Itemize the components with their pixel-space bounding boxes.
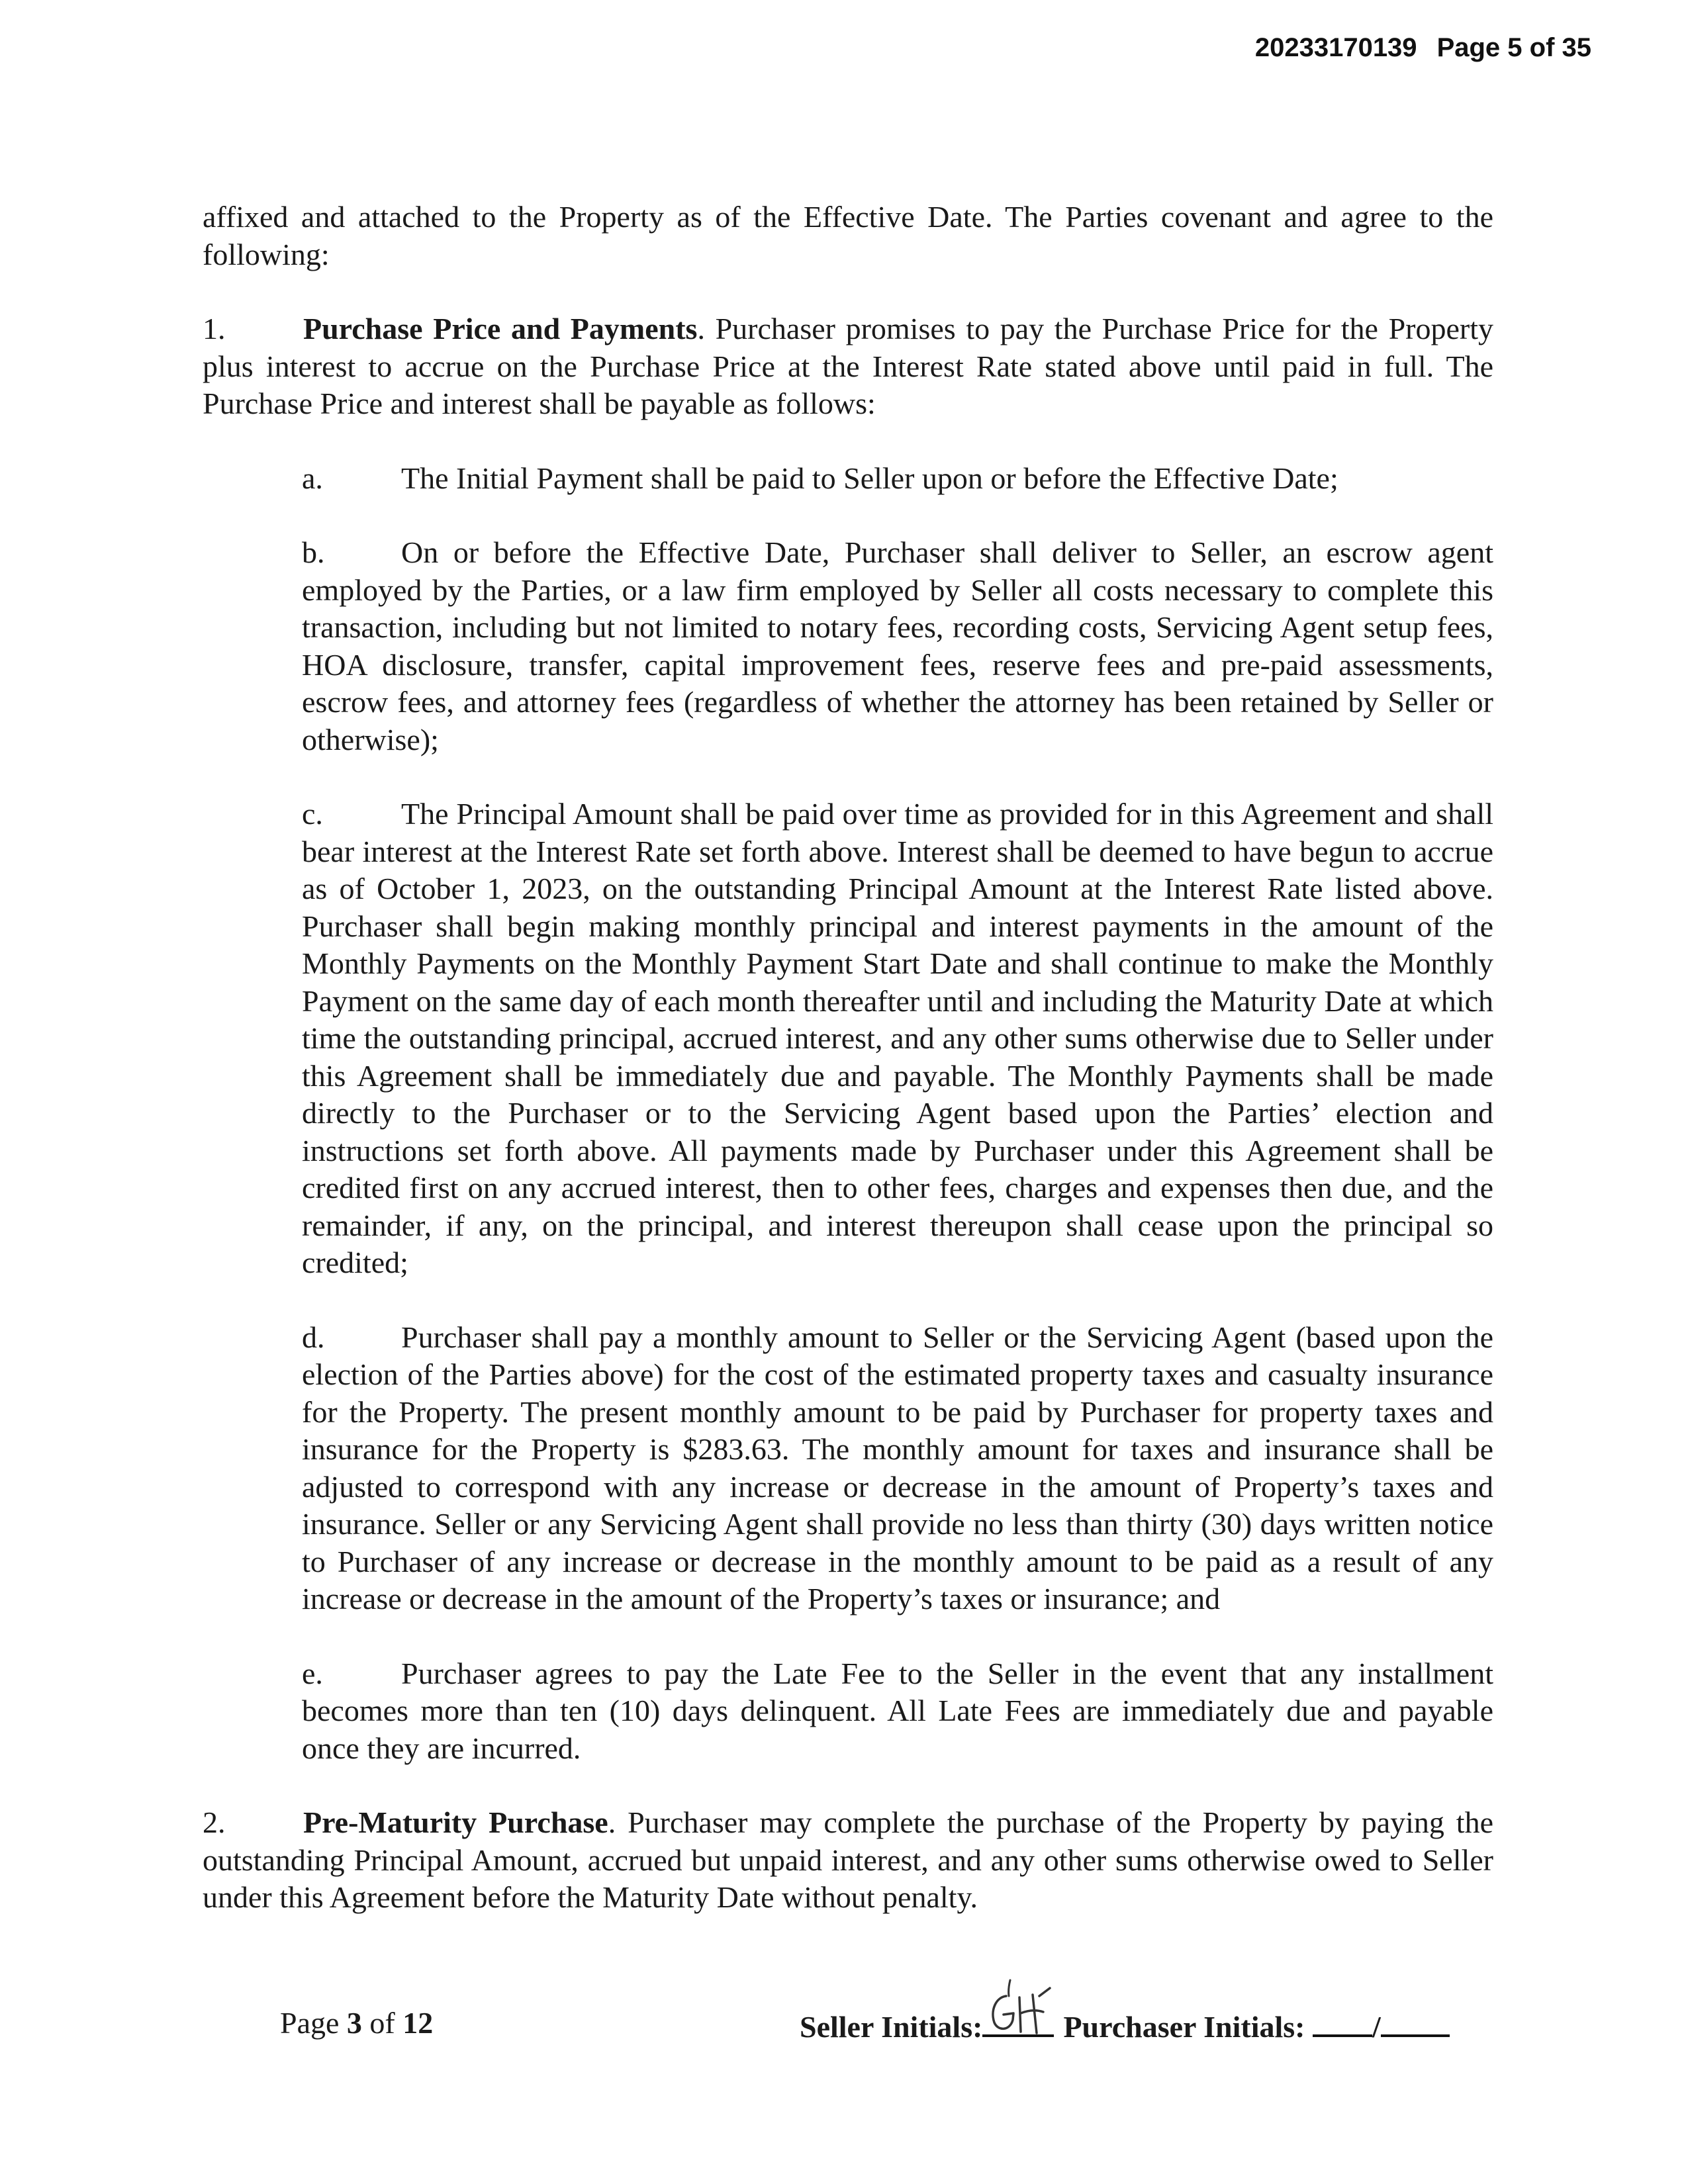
- footer-page-count: [280, 2005, 433, 2040]
- section-1-heading: Purchase Price and Payments: [303, 312, 698, 345]
- list-item-text: Purchaser agrees to pay the Late Fee to the Seller in the event that any installment becomes more than ten (10) days delinquent. All Late Fees are immediately due and payable once they are incurred.: [302, 1656, 1493, 1765]
- seller-signature-icon: [984, 1976, 1053, 2036]
- list-item-text: The Initial Payment shall be paid to Seller upon or before the Effective Date;: [401, 461, 1338, 495]
- document-stamp: [1255, 33, 1591, 63]
- list-item-letter: c.: [302, 797, 323, 831]
- purchaser-initials-field-1[interactable]: [1313, 2005, 1372, 2037]
- list-item-letter: d.: [302, 1320, 325, 1354]
- section-1-number: 1.: [203, 312, 226, 345]
- page-footer: [0, 2005, 1688, 2058]
- list-item-letter: b.: [302, 535, 325, 569]
- footer-page-number: 3: [346, 2006, 362, 2040]
- list-item: [302, 534, 1493, 758]
- list-item-letter: e.: [302, 1656, 323, 1690]
- footer-page-word: Page: [280, 2006, 340, 2040]
- seller-initials-label: Seller Initials:: [800, 2010, 983, 2044]
- list-item-letter: a.: [302, 461, 323, 495]
- list-item: [302, 1319, 1493, 1618]
- list-item: [302, 460, 1493, 498]
- purchaser-initials-label: Purchaser Initials:: [1063, 2010, 1305, 2044]
- list-item-text: Purchaser shall pay a monthly amount to Seller or the Servicing Agent (based upon the election of the Parties above) for the cost of the estimated property taxes and casualty insurance for the Property. The present monthly amount to be paid by Purchaser for property taxes and insurance for the Property is $283.63. The monthly amount for taxes and insurance shall be adjusted to correspond with any increase or decrease in the amount of Property’s taxes and insurance. Seller or any Servicing Agent shall provide no less than thirty (30) days written notice to Purchaser of any increase or decrease in the monthly amount to be paid as a result of any increase or decrease in the amount of the Property’s taxes or insurance; and: [302, 1320, 1493, 1615]
- section-2-number: 2.: [203, 1805, 226, 1839]
- list-item: [302, 796, 1493, 1282]
- initials-separator: /: [1372, 2010, 1381, 2044]
- list-item: [302, 1655, 1493, 1768]
- list-item-text: The Principal Amount shall be paid over time as provided for in this Agreement and shall bear interest at the Interest Rate set forth above. Interest shall be deemed to have begun to accrue as of October 1, 2023, on the outstanding Principal Amount at the Interest Rate listed above. Purchaser shall begin making monthly principal and interest payments in the amount of the Monthly Payments on the Monthly Payment Start Date and shall continue to make the Monthly Payment on the same day of each month thereafter until and including the Maturity Date at which time the outstanding principal, accrued interest, and any other sums otherwise due to Seller under this Agreement shall be immediately due and payable. The Monthly Payments shall be made directly to the Purchaser or to the Servicing Agent based upon the Parties’ election and instructions set forth above. All payments made by Purchaser under this Agreement shall be credited first on any accrued interest, then to other fees, charges and expenses then due, and the remainder, if any, on the principal, and interest thereupon shall cease upon the principal so credited;: [302, 797, 1493, 1279]
- section-2: 2. Pre-Maturity Purchase. Purchaser may complete the purchase of the Property by paying the outstanding Principal Amount, accrued but unpaid interest, and any other sums otherwise owed to Seller under this Agreement before the Maturity Date without penalty.: [203, 1805, 1493, 1914]
- list-item-text: On or before the Effective Date, Purchaser shall deliver to Seller, an escrow agent employed by the Parties, or a law firm employed by Seller all costs necessary to complete this transaction, including but not limited to notary fees, recording costs, Servicing Agent setup fees, HOA disclosure, transfer, capital improvement fees, reserve fees and pre-paid assessments, escrow fees, and attorney fees (regardless of whether the attorney has been retained by Seller or otherwise);: [302, 535, 1493, 756]
- payment-terms-list: [302, 460, 1493, 1768]
- section-1-text: Purchaser promises to pay the Purchase Price for the Property plus interest to accrue on the Purchase Price at the Interest Rate stated above until paid in full. The Purchase Price and interest shall be payable as follows:: [203, 312, 1493, 420]
- document-body: [203, 199, 1493, 1954]
- section-1: 1. Purchase Price and Payments. Purchaser promises to pay the Purchase Price for the Property plus interest to accrue on the Purchase Price at the Interest Rate stated above until paid in full. The Purchase Price and interest shall be payable as follows:: [203, 312, 1493, 420]
- seller-initials-field[interactable]: [982, 2005, 1054, 2037]
- purchaser-initials-field-2[interactable]: [1381, 2005, 1450, 2037]
- section-2-heading: Pre-Maturity Purchase: [303, 1805, 608, 1839]
- section-2-text: Purchaser may complete the purchase of the Property by paying the outstanding Principal Amount, accrued but unpaid interest, and any other sums otherwise owed to Seller under this Agreement before the Maturity Date without penalty.: [203, 1805, 1493, 1914]
- document-number: 20233170139: [1254, 33, 1417, 62]
- intro-paragraph: affixed and attached to the Property as of the Effective Date. The Parties covenant and agree to the following:: [203, 200, 1493, 271]
- document-page-label: Page 5 of 35: [1436, 33, 1591, 62]
- initials-block: [800, 2005, 1450, 2044]
- footer-page-total: 12: [402, 2006, 434, 2040]
- footer-of-word: of: [369, 2006, 395, 2040]
